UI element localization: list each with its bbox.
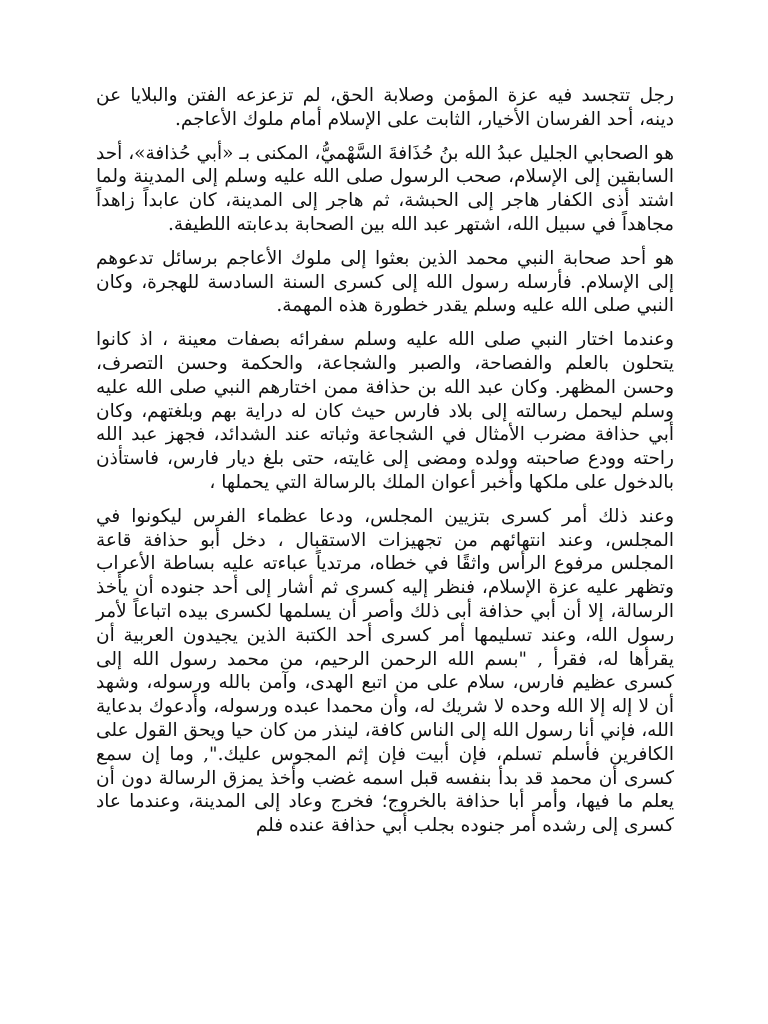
paragraph-biography: هو الصحابي الجليل عبدُ الله بنُ حُذَافةَ السَّهْميُّ، المكنى بـ «أبي حُذافة»، أحد السابقين إلى الإسلام، صحب الرسول صلى الله عليه وسلم إلى المدينة ولما اشتد أذى الكفار هاجر إلى الحبشة، ثم هاجر إلى المدينة، كان عابداً زاهداً مجاهداً في سبيل الله، اشتهر عبد الله بين الصحابة بدعابته اللطيفة. xyxy=(96,142,674,235)
paragraph-intro: رجل تتجسد فيه عزة المؤمن وصلابة الحق، لم تزعزعه الفتن والبلايا عن دينه، أحد الفرسان الأخيار، الثابت على الإسلام أمام ملوك الأعاجم. xyxy=(96,85,674,130)
paragraph-envoys: وعندما اختار النبي صلى الله عليه وسلم سفرائه بصفات معينة ، اذ كانوا يتحلون بالعلم والفصاحة، والصبر والشجاعة، والحكمة وحسن التصرف، وحسن المظهر. وكان عبد الله بن حذافة ممن اختارهم النبي صلى الله عليه وسلم ليحمل رسالته إلى بلاد فارس حيث كان له دراية بهم وبلغتهم، وكان أبي حذافة مضرب الأمثال في الشجاعة وثباته عند الشدائد، فجهز عبد الله راحته وودع صاحبته وولده ومضى إلى غايته، حتى بلغ ديار فارس، فاستأذن بالدخول على ملكها وأخبر أعوان الملك بالرسالة التي يحملها ، xyxy=(96,329,674,493)
article-body xyxy=(96,84,674,838)
paragraph-kisra-court: وعند ذلك أمر كسرى بتزيين المجلس، ودعا عظماء الفرس ليكونوا في المجلس، وعند انتهائهم من تجهيزات الاستقبال ، دخل أبو حذافة قاعة المجلس مرفوع الرأس واثقًا في خطاه، مرتدياً عباءته عليه بساطة الأعراب وتظهر عليه عزة الإسلام، فنظر إليه كسرى ثم أشار إلى أحد جنوده أن يأخذ الرسالة، إلا أن أبي حذافة أبى ذلك وأصر أن يسلمها لكسرى بيده اتباعاً لأمر رسول الله، وعند تسليمها أمر كسرى أحد الكتبة الذين يجيدون العربية أن يقرأها له، فقرأ , "بسم الله الرحمن الرحيم، من محمد رسول الله إلى كسرى عظيم فارس، سلام على من اتبع الهدى، وآمن بالله ورسوله، وشهد أن لا إله إلا الله وحده لا شريك له، وأن محمدا عبده ورسوله، وأدعوك بدعاية الله، فإني أنا رسول الله إلى الناس كافة، لينذر من كان حيا ويحق القول على الكافرين فأسلم تسلم، فإن أبيت فإن إثم المجوس عليك.", وما إن سمع كسرى أن محمد قد بدأ بنفسه قبل اسمه غضب وأخذ يمزق الرسالة دون أن يعلم ما فيها، وأمر أبا حذافة بالخروج؛ فخرج وعاد إلى المدينة، وعندما عاد كسرى إلى رشده أمر جنوده بجلب أبي حذافة عنده فلم xyxy=(96,505,674,837)
paragraph-mission: هو أحد صحابة النبي محمد الذين بعثوا إلى ملوك الأعاجم برسائل تدعوهم إلى الإسلام. فأرسله رسول الله إلى كسرى السنة السادسة للهجرة، وكان النبي صلى الله عليه وسلم يقدر خطورة هذه المهمة. xyxy=(96,247,674,317)
